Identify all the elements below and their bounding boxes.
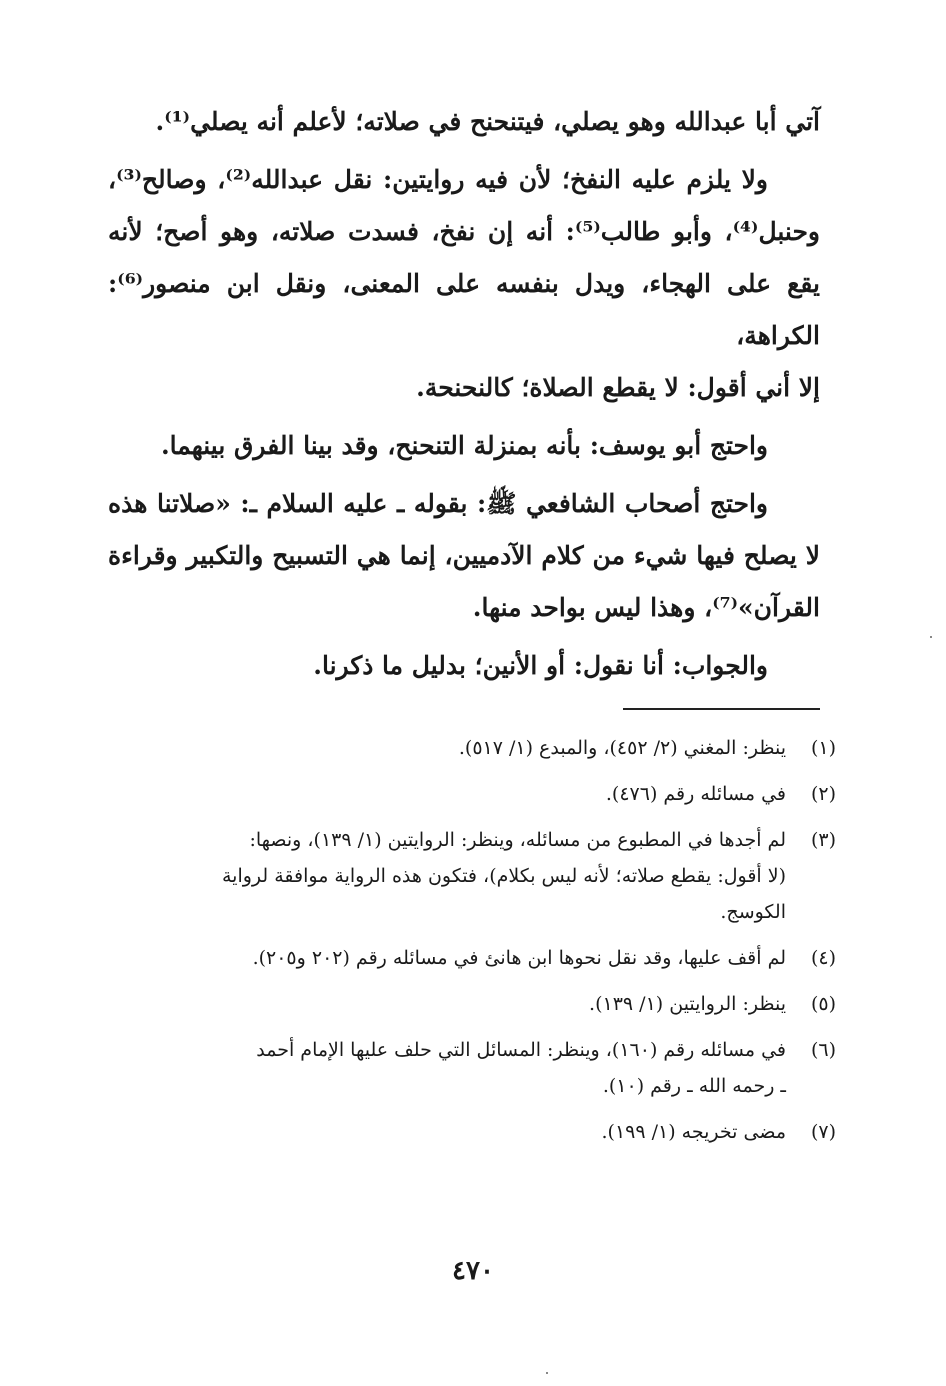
- paragraph-3: [108, 420, 820, 472]
- main-text: [108, 96, 820, 692]
- footnote-text: ـ رحمه الله ـ رقم (١٠).: [602, 1075, 786, 1097]
- text-line: إلا أني أقول: لا يقطع الصلاة؛ كالنحنحة.: [416, 373, 820, 402]
- footnote-text: الكوسج.: [720, 901, 786, 923]
- footnote-text: في مسائله رقم (١٦٠)، وينظر: المسائل التي حلف عليها الإمام أحمد: [256, 1039, 786, 1061]
- page-number: ٤٧٠: [452, 1256, 494, 1286]
- footnote-separator: [623, 708, 820, 710]
- footnote-number: (٣): [810, 829, 836, 851]
- text-line: وحنبل⁽⁴⁾، وأبو طالب⁽⁵⁾: أنه إن نفخ، فسدت صلاته، وهو أصح؛ لأنه: [108, 217, 820, 246]
- text-line: واحتج أصحاب الشافعي ﷺ: بقوله ـ عليه السلام ـ: «صلاتنا هذه: [108, 489, 768, 518]
- text-line: ولا يلزم عليه النفخ؛ لأن فيه روايتين: نقل عبدالله⁽²⁾، وصالح⁽³⁾،: [108, 165, 769, 194]
- footnote-number: (٢): [810, 783, 836, 805]
- footnote-1: [112, 730, 836, 766]
- footnote-4: [112, 940, 836, 976]
- text-line: واحتج أبو يوسف: بأنه بمنزلة التنحنح، وقد بينا الفرق بينهما.: [160, 431, 768, 460]
- footnote-3: [112, 822, 836, 930]
- footnote-text: ينظر: الروايتين (١/ ١٣٩).: [589, 993, 786, 1015]
- footnote-5: [112, 986, 836, 1022]
- text-line: يقع على الهجاء، ويدل بنفسه على المعنى، ونقل ابن منصور⁽⁶⁾: الكراهة،: [108, 269, 820, 350]
- footnote-text: لم أجدها في المطبوع من مسائله، وينظر: الروايتين (١/ ١٣٩)، ونصها:: [249, 829, 786, 851]
- footnote-number: (٥): [810, 993, 836, 1015]
- footnote-text: لم أقف عليها، وقد نقل نحوها ابن هانئ في مسائله رقم (٢٠٢ و٢٠٥).: [252, 947, 786, 969]
- footnote-7: [112, 1114, 836, 1150]
- footnote-number: (٧): [810, 1121, 836, 1143]
- text-line: آتي أبا عبدالله وهو يصلي، فيتنحنح في صلاته؛ لأعلم أنه يصلي⁽¹⁾.: [155, 107, 820, 136]
- footnote-number: (١): [810, 737, 836, 759]
- scan-speck: [930, 636, 932, 638]
- footnote-6: [112, 1032, 836, 1104]
- paragraph-2: [108, 154, 820, 414]
- footnote-text: في مسائله رقم (٤٧٦).: [605, 783, 786, 805]
- footnotes: [112, 730, 836, 1160]
- text-line: لا يصلح فيها شيء من كلام الآدميين، إنما هي التسبيح والتكبير وقراءة: [108, 541, 820, 570]
- footnote-number: (٦): [810, 1039, 836, 1061]
- footnote-number: (٤): [810, 947, 836, 969]
- scan-speck: [546, 1372, 548, 1374]
- paragraph-1: [108, 96, 820, 148]
- paragraph-5: [108, 640, 820, 692]
- paragraph-4: [108, 478, 820, 634]
- footnote-text: (لا أقول: يقطع صلاته؛ لأنه ليس بكلام)، فتكون هذه الرواية موافقة لرواية: [222, 865, 786, 887]
- footnote-text: مضى تخريجه (١/ ١٩٩).: [601, 1121, 786, 1143]
- text-line: والجواب: أنا نقول: أو الأنين؛ بدليل ما ذكرنا.: [313, 651, 768, 680]
- text-line: القرآن»⁽⁷⁾، وهذا ليس بواحد منها.: [472, 593, 820, 622]
- footnote-2: [112, 776, 836, 812]
- footnote-text: ينظر: المغني (٢/ ٤٥٢)، والمبدع (١/ ٥١٧).: [458, 737, 786, 759]
